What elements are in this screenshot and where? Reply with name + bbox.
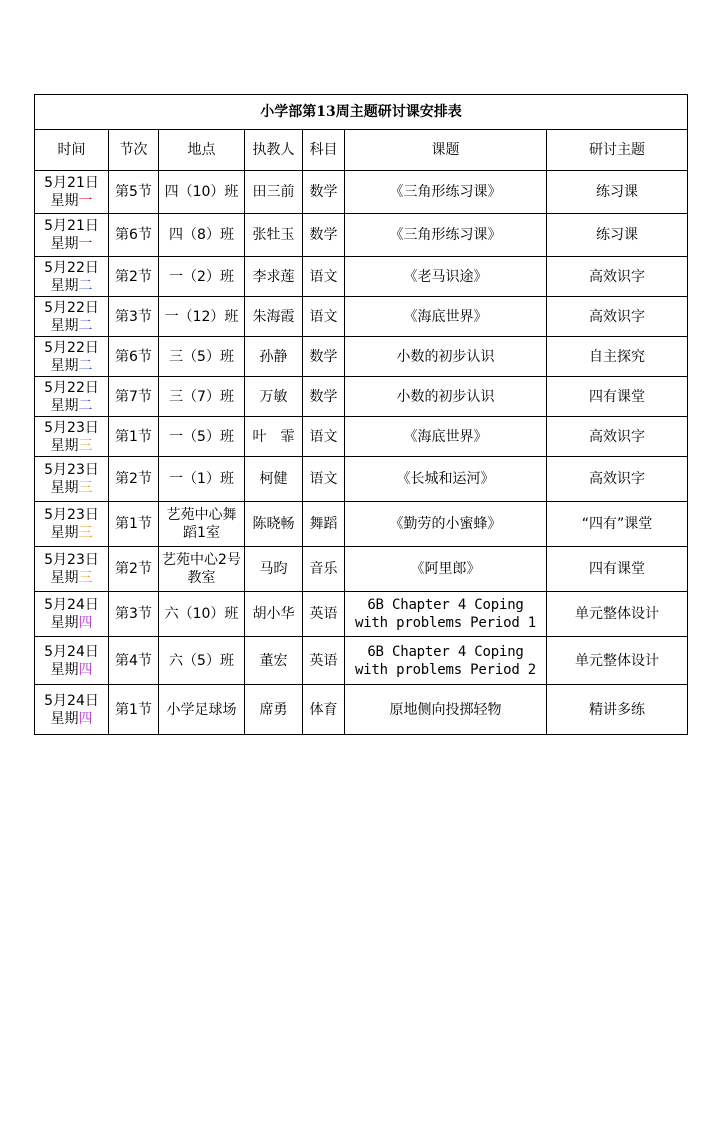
weekday-prefix: 星期 [50, 236, 79, 252]
cell-period: 第2节 [109, 257, 159, 297]
cell-subject: 语文 [303, 257, 345, 297]
weekday-day: 二 [78, 317, 93, 334]
cell-topic: 《三角形练习课》 [345, 214, 547, 257]
cell-subject: 英语 [303, 637, 345, 685]
cell-theme: 练习课 [547, 214, 688, 257]
cell-subject: 数学 [303, 377, 345, 417]
weekday-day: 三 [78, 570, 93, 586]
cell-time [35, 547, 109, 592]
cell-period: 第2节 [109, 547, 159, 592]
weekday-text [37, 661, 106, 679]
header-teacher: 执教人 [245, 130, 303, 171]
cell-period: 第1节 [109, 417, 159, 457]
cell-teacher: 柯健 [245, 457, 303, 502]
weekday-day: 二 [78, 277, 93, 294]
cell-topic: 《老马识途》 [345, 257, 547, 297]
cell-period: 第7节 [109, 377, 159, 417]
cell-time [35, 257, 109, 297]
cell-theme: 高效识字 [547, 257, 688, 297]
weekday-prefix: 星期 [50, 317, 79, 334]
weekday-text [37, 710, 106, 728]
weekday-day: 二 [78, 397, 93, 414]
cell-location: 四（8）班 [159, 214, 245, 257]
cell-subject: 数学 [303, 214, 345, 257]
weekday-prefix: 星期 [50, 437, 79, 454]
cell-teacher: 李求莲 [245, 257, 303, 297]
date-text: 5月24日 [44, 597, 99, 613]
table-row [35, 637, 688, 685]
cell-period: 第3节 [109, 592, 159, 637]
weekday-text [37, 524, 106, 542]
table-row [35, 337, 688, 377]
cell-subject: 数学 [303, 337, 345, 377]
date-text: 5月22日 [44, 339, 99, 356]
table-row [35, 547, 688, 592]
date-text: 5月22日 [44, 379, 99, 396]
cell-subject: 体育 [303, 685, 345, 735]
cell-theme: 高效识字 [547, 457, 688, 502]
weekday-prefix: 星期 [50, 277, 79, 294]
weekday-day: 一 [78, 193, 93, 209]
cell-theme: 单元整体设计 [547, 592, 688, 637]
cell-topic: 《三角形练习课》 [345, 171, 547, 214]
date-text: 5月22日 [44, 259, 99, 276]
cell-time [35, 297, 109, 337]
header-row [35, 130, 688, 171]
weekday-prefix: 星期 [50, 525, 79, 541]
cell-location: 三（5）班 [159, 337, 245, 377]
cell-teacher: 叶 霏 [245, 417, 303, 457]
cell-topic: 6B Chapter 4 Coping with problems Period 2 [345, 637, 547, 685]
cell-teacher: 席勇 [245, 685, 303, 735]
table-row [35, 502, 688, 547]
weekday-text [37, 357, 106, 375]
weekday-text [37, 437, 106, 455]
cell-theme: 练习课 [547, 171, 688, 214]
weekday-text [37, 277, 106, 295]
weekday-day: 四 [78, 615, 93, 631]
cell-time [35, 592, 109, 637]
cell-location: 六（10）班 [159, 592, 245, 637]
cell-theme: 高效识字 [547, 417, 688, 457]
cell-teacher: 朱海霞 [245, 297, 303, 337]
cell-time [35, 502, 109, 547]
cell-subject: 音乐 [303, 547, 345, 592]
cell-period: 第6节 [109, 337, 159, 377]
cell-period: 第1节 [109, 502, 159, 547]
date-text: 5月21日 [44, 218, 99, 234]
header-time: 时间 [35, 130, 109, 171]
cell-teacher: 马昀 [245, 547, 303, 592]
weekday-text [37, 235, 106, 253]
cell-topic: 6B Chapter 4 Coping with problems Period 1 [345, 592, 547, 637]
weekday-text [37, 614, 106, 632]
cell-time [35, 337, 109, 377]
weekday-prefix: 星期 [50, 357, 79, 374]
cell-period: 第4节 [109, 637, 159, 685]
cell-teacher: 胡小华 [245, 592, 303, 637]
weekday-day: 四 [78, 710, 93, 727]
header-subject: 科目 [303, 130, 345, 171]
cell-location: 四（10）班 [159, 171, 245, 214]
weekday-text [37, 317, 106, 335]
cell-teacher: 张牡玉 [245, 214, 303, 257]
cell-time [35, 637, 109, 685]
cell-theme: 高效识字 [547, 297, 688, 337]
cell-teacher: 陈晓畅 [245, 502, 303, 547]
weekday-text [37, 569, 106, 587]
weekday-day: 三 [78, 525, 93, 541]
cell-theme: 单元整体设计 [547, 637, 688, 685]
weekday-day: 三 [78, 437, 93, 454]
header-location: 地点 [159, 130, 245, 171]
cell-topic: 《长城和运河》 [345, 457, 547, 502]
date-text: 5月21日 [44, 175, 99, 191]
cell-time [35, 685, 109, 735]
cell-topic: 小数的初步认识 [345, 377, 547, 417]
date-text: 5月23日 [44, 507, 99, 523]
cell-subject: 语文 [303, 417, 345, 457]
cell-theme: 精讲多练 [547, 685, 688, 735]
weekday-prefix: 星期 [50, 661, 79, 678]
cell-time [35, 417, 109, 457]
table-row [35, 592, 688, 637]
header-period: 节次 [109, 130, 159, 171]
cell-period: 第5节 [109, 171, 159, 214]
cell-subject: 语文 [303, 297, 345, 337]
schedule-sheet [34, 94, 687, 735]
cell-topic: 《海底世界》 [345, 417, 547, 457]
cell-location: 艺苑中心2号教室 [159, 547, 245, 592]
weekday-prefix: 星期 [50, 480, 79, 496]
header-theme: 研讨主题 [547, 130, 688, 171]
schedule-table [34, 94, 688, 735]
cell-subject: 数学 [303, 171, 345, 214]
cell-teacher: 万敏 [245, 377, 303, 417]
cell-location: 一（2）班 [159, 257, 245, 297]
table-row [35, 214, 688, 257]
table-row [35, 377, 688, 417]
cell-theme: “四有”课堂 [547, 502, 688, 547]
weekday-prefix: 星期 [50, 570, 79, 586]
cell-subject: 英语 [303, 592, 345, 637]
cell-location: 一（12）班 [159, 297, 245, 337]
table-row [35, 417, 688, 457]
cell-theme: 自主探究 [547, 337, 688, 377]
cell-topic: 小数的初步认识 [345, 337, 547, 377]
weekday-day: 二 [78, 357, 93, 374]
title-row [35, 95, 688, 130]
cell-topic: 《勤劳的小蜜蜂》 [345, 502, 547, 547]
weekday-prefix: 星期 [50, 710, 79, 727]
cell-time [35, 377, 109, 417]
cell-location: 三（7）班 [159, 377, 245, 417]
table-row [35, 457, 688, 502]
cell-teacher: 董宏 [245, 637, 303, 685]
weekday-text [37, 397, 106, 415]
weekday-day: 四 [78, 661, 93, 678]
cell-period: 第3节 [109, 297, 159, 337]
cell-time [35, 457, 109, 502]
weekday-text [37, 192, 106, 210]
weekday-day: 三 [78, 480, 93, 496]
cell-teacher: 孙静 [245, 337, 303, 377]
cell-subject: 语文 [303, 457, 345, 502]
table-row [35, 171, 688, 214]
header-topic: 课题 [345, 130, 547, 171]
date-text: 5月23日 [44, 419, 99, 436]
weekday-prefix: 星期 [50, 397, 79, 414]
cell-location: 一（1）班 [159, 457, 245, 502]
cell-topic: 原地侧向投掷轻物 [345, 685, 547, 735]
cell-location: 一（5）班 [159, 417, 245, 457]
table-row [35, 257, 688, 297]
date-text: 5月22日 [44, 299, 99, 316]
date-text: 5月23日 [44, 462, 99, 478]
weekday-prefix: 星期 [50, 615, 79, 631]
table-title: 小学部第13周主题研讨课安排表 [35, 95, 688, 130]
weekday-text [37, 479, 106, 497]
table-row [35, 297, 688, 337]
date-text: 5月24日 [44, 643, 99, 660]
cell-theme: 四有课堂 [547, 547, 688, 592]
weekday-prefix: 星期 [50, 193, 79, 209]
date-text: 5月24日 [44, 692, 99, 709]
weekday-day: 一 [78, 236, 93, 252]
cell-time [35, 171, 109, 214]
cell-location: 小学足球场 [159, 685, 245, 735]
cell-topic: 《海底世界》 [345, 297, 547, 337]
cell-topic: 《阿里郎》 [345, 547, 547, 592]
cell-theme: 四有课堂 [547, 377, 688, 417]
cell-period: 第1节 [109, 685, 159, 735]
cell-period: 第2节 [109, 457, 159, 502]
cell-period: 第6节 [109, 214, 159, 257]
cell-location: 六（5）班 [159, 637, 245, 685]
cell-time [35, 214, 109, 257]
cell-teacher: 田三前 [245, 171, 303, 214]
date-text: 5月23日 [44, 552, 99, 568]
cell-location: 艺苑中心舞蹈1室 [159, 502, 245, 547]
table-row [35, 685, 688, 735]
cell-subject: 舞蹈 [303, 502, 345, 547]
